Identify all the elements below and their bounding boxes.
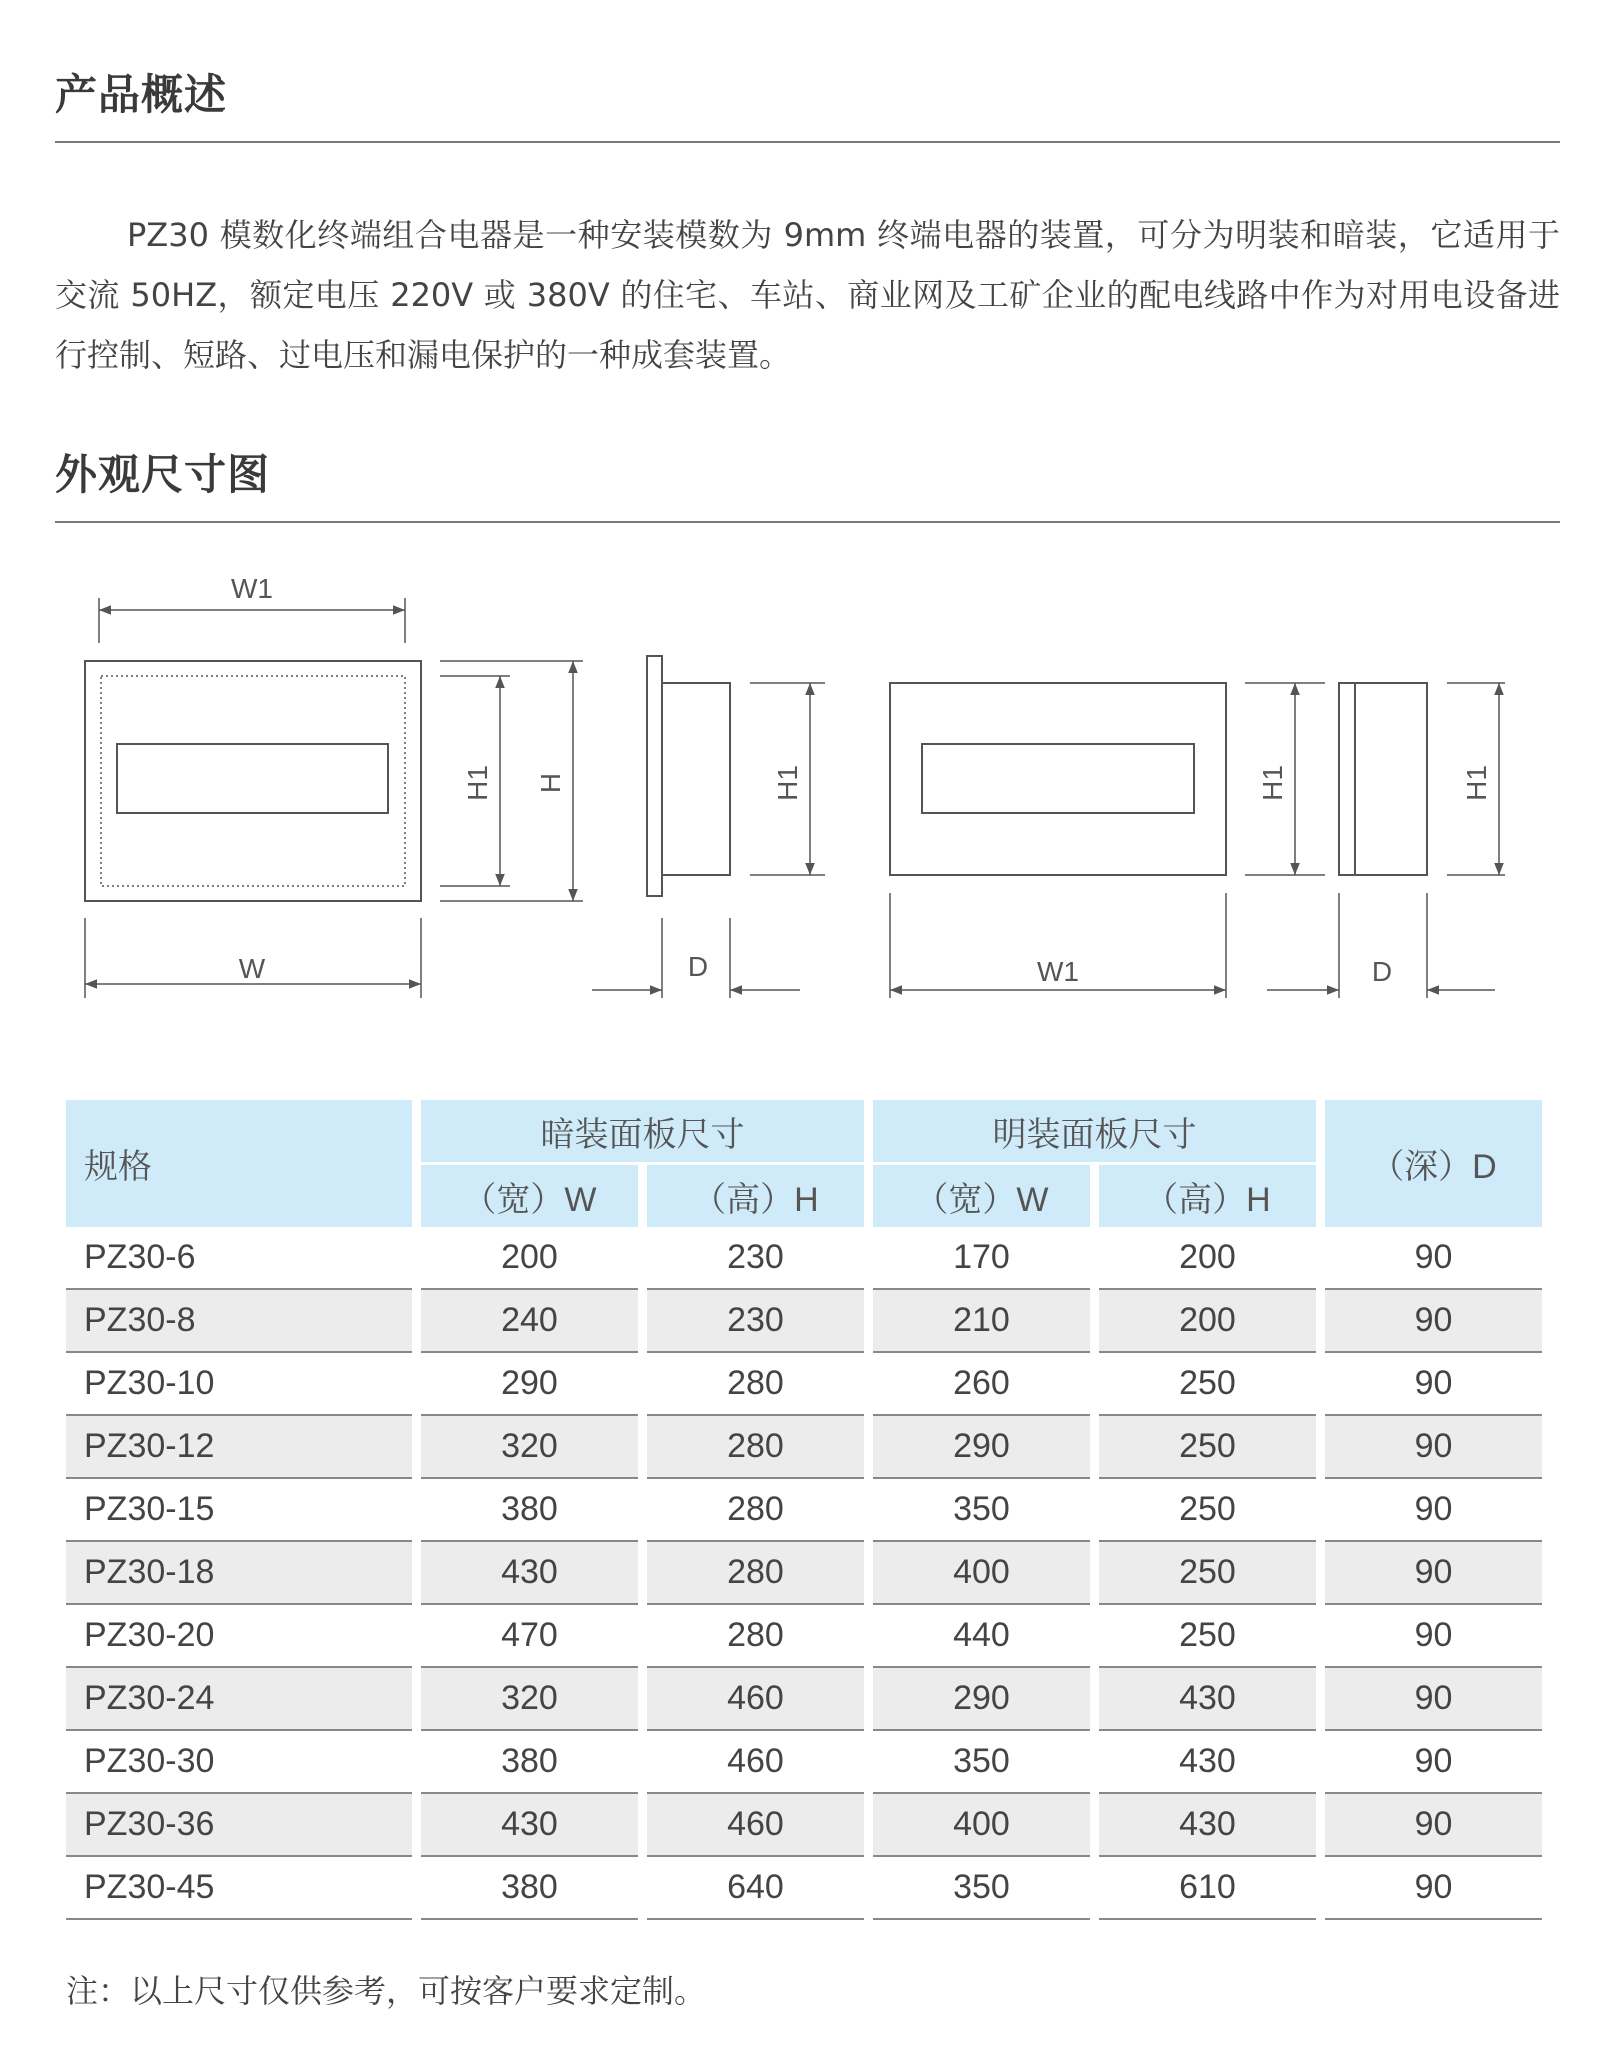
table-row [66,1416,1542,1479]
row-value-cell: 90 [1325,1542,1542,1605]
header-surface-width: （宽）W [873,1165,1090,1227]
row-value-cell: 200 [421,1227,638,1290]
row-value-cell: 250 [1099,1479,1316,1542]
label-h-concealed: H [535,772,566,794]
header-spec: 规格 [66,1100,412,1227]
table-header-row [66,1100,1542,1165]
table-row [66,1290,1542,1353]
row-value-cell: 460 [647,1731,864,1794]
row-value-cell: 470 [421,1605,638,1668]
row-value-cell: 260 [873,1353,1090,1416]
row-spec-name: PZ30-12 [66,1416,412,1479]
row-value-cell: 90 [1325,1794,1542,1857]
row-value-cell: 380 [421,1731,638,1794]
row-value-cell: 230 [647,1227,864,1290]
spec-table [57,1100,1551,1920]
row-value-cell: 380 [421,1857,638,1920]
surface-front-view [890,683,1325,998]
row-value-cell: 90 [1325,1290,1542,1353]
label-d-surface-side: D [1371,956,1393,987]
row-value-cell: 250 [1099,1542,1316,1605]
row-value-cell: 250 [1099,1605,1316,1668]
row-value-cell: 90 [1325,1353,1542,1416]
row-value-cell: 380 [421,1479,638,1542]
label-h1-surface-side: H1 [1461,765,1492,801]
row-value-cell: 350 [873,1731,1090,1794]
label-w1-surface: W1 [1037,956,1079,987]
row-value-cell: 430 [1099,1668,1316,1731]
row-value-cell: 90 [1325,1479,1542,1542]
row-value-cell: 90 [1325,1731,1542,1794]
row-value-cell: 350 [873,1479,1090,1542]
row-value-cell: 200 [1099,1290,1316,1353]
row-value-cell: 280 [647,1353,864,1416]
row-value-cell: 640 [647,1857,864,1920]
concealed-side-view [592,656,825,998]
row-value-cell: 280 [647,1605,864,1668]
row-value-cell: 90 [1325,1668,1542,1731]
row-value-cell: 290 [421,1353,638,1416]
header-concealed: 暗装面板尺寸 [421,1100,864,1165]
row-value-cell: 280 [647,1416,864,1479]
label-h1-concealed: H1 [462,765,493,801]
table-row [66,1605,1542,1668]
dimension-drawing [55,558,1505,1008]
header-concealed-height: （高）H [647,1165,864,1227]
row-spec-name: PZ30-18 [66,1542,412,1605]
row-value-cell: 170 [873,1227,1090,1290]
row-spec-name: PZ30-15 [66,1479,412,1542]
overview-divider [55,141,1560,143]
row-value-cell: 400 [873,1542,1090,1605]
row-value-cell: 250 [1099,1416,1316,1479]
row-value-cell: 210 [873,1290,1090,1353]
row-spec-name: PZ30-20 [66,1605,412,1668]
row-value-cell: 230 [647,1290,864,1353]
concealed-front-view [85,598,583,998]
label-d-concealed-side: D [687,951,709,982]
label-h1-concealed-side: H1 [772,765,803,801]
label-w-bottom: W [238,953,266,984]
overview-text: PZ30 模数化终端组合电器是一种安装模数为 9mm 终端电器的装置，可分为明装和暗装，它适用于交流 50HZ，额定电压 220V 或 380V 的住宅、车站、商业网及工矿企业的配电线路中作为对用电设备进行控制、短路、过电压和漏电保护的一种成套装置。 [55,216,1560,374]
row-value-cell: 90 [1325,1227,1542,1290]
label-w1-top: W1 [231,573,273,604]
row-value-cell: 430 [421,1542,638,1605]
row-value-cell: 90 [1325,1416,1542,1479]
row-value-cell: 430 [1099,1731,1316,1794]
row-spec-name: PZ30-24 [66,1668,412,1731]
row-value-cell: 250 [1099,1353,1316,1416]
row-value-cell: 320 [421,1416,638,1479]
table-row [66,1227,1542,1290]
row-value-cell: 460 [647,1668,864,1731]
header-concealed-width: （宽）W [421,1165,638,1227]
row-value-cell: 280 [647,1479,864,1542]
row-spec-name: PZ30-6 [66,1227,412,1290]
header-surface: 明装面板尺寸 [873,1100,1316,1165]
table-row [66,1353,1542,1416]
overview-title: 产品概述 [55,70,228,119]
table-row [66,1668,1542,1731]
row-spec-name: PZ30-45 [66,1857,412,1920]
table-row [66,1542,1542,1605]
row-spec-name: PZ30-30 [66,1731,412,1794]
footnote: 注：以上尺寸仅供参考，可按客户要求定制。 [66,1972,707,2010]
row-spec-name: PZ30-8 [66,1290,412,1353]
table-row [66,1794,1542,1857]
row-value-cell: 350 [873,1857,1090,1920]
dimensions-title: 外观尺寸图 [55,450,271,499]
row-value-cell: 430 [421,1794,638,1857]
header-surface-height: （高）H [1099,1165,1316,1227]
row-value-cell: 290 [873,1416,1090,1479]
row-value-cell: 240 [421,1290,638,1353]
table-row [66,1857,1542,1920]
row-value-cell: 90 [1325,1605,1542,1668]
header-depth: （深）D [1325,1100,1542,1227]
row-value-cell: 460 [647,1794,864,1857]
row-value-cell: 320 [421,1668,638,1731]
surface-side-view [1267,683,1505,998]
row-value-cell: 440 [873,1605,1090,1668]
row-spec-name: PZ30-10 [66,1353,412,1416]
row-value-cell: 400 [873,1794,1090,1857]
dimensions-divider [55,521,1560,523]
row-value-cell: 290 [873,1668,1090,1731]
table-row [66,1479,1542,1542]
row-value-cell: 280 [647,1542,864,1605]
label-h1-surface: H1 [1257,765,1288,801]
row-value-cell: 200 [1099,1227,1316,1290]
row-value-cell: 610 [1099,1857,1316,1920]
table-row [66,1731,1542,1794]
row-value-cell: 430 [1099,1794,1316,1857]
row-value-cell: 90 [1325,1857,1542,1920]
row-spec-name: PZ30-36 [66,1794,412,1857]
